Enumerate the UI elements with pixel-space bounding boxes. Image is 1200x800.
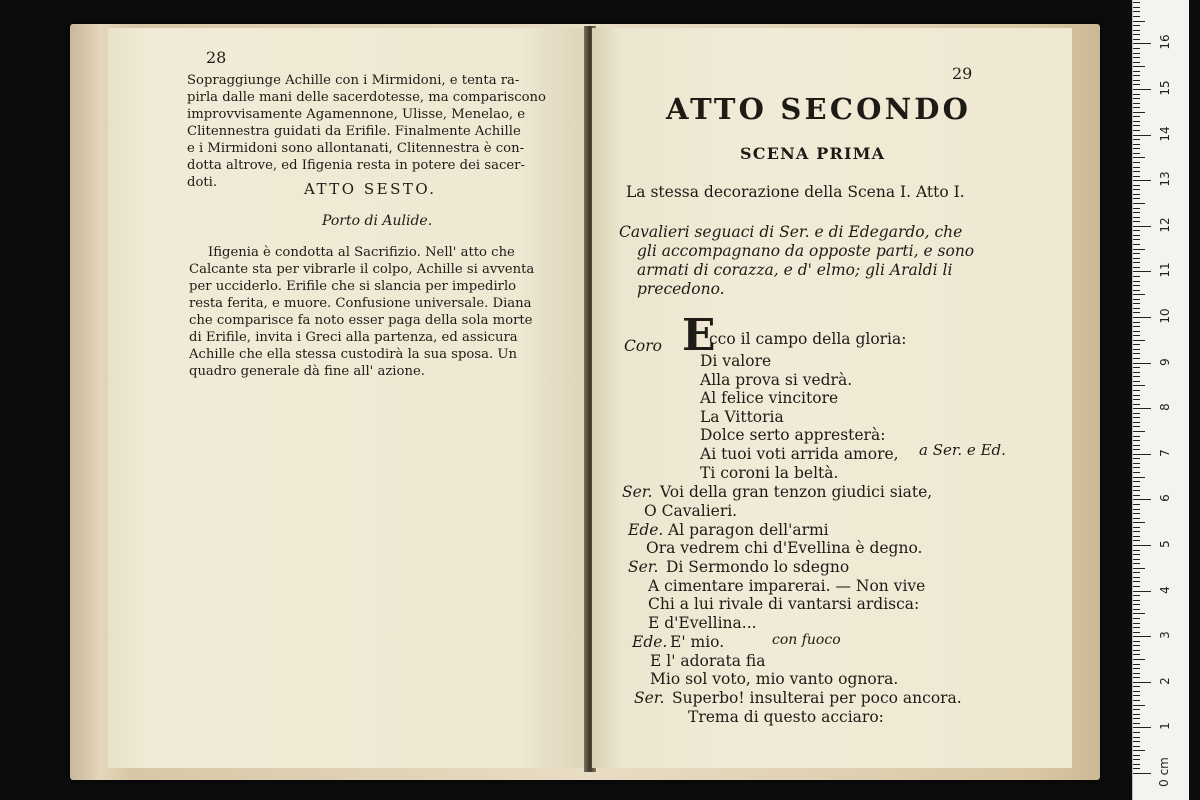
dialogue-line: E l' adorata fia <box>650 652 766 670</box>
ruler-tick <box>1133 422 1140 423</box>
ruler-label: 4 <box>1158 586 1172 594</box>
ruler-tick <box>1133 103 1140 104</box>
ruler-tick <box>1133 349 1140 350</box>
ruler-tick <box>1133 112 1145 113</box>
ruler-tick <box>1133 577 1140 578</box>
ruler-tick <box>1133 404 1140 405</box>
ruler-tick <box>1133 536 1140 537</box>
ruler-label: 0 cm <box>1157 757 1171 787</box>
ruler-tick <box>1133 326 1140 327</box>
ruler-tick <box>1133 203 1145 204</box>
ruler-tick <box>1133 513 1140 514</box>
dialogue-line: Di Sermondo lo sdegno <box>666 558 850 576</box>
right-act-title: ATTO SECONDO <box>666 92 972 126</box>
ruler-tick <box>1133 317 1151 318</box>
ruler-tick <box>1133 413 1140 414</box>
ruler-tick <box>1133 208 1140 209</box>
ruler-tick <box>1133 737 1140 738</box>
ruler-tick <box>1133 53 1140 54</box>
ruler-tick <box>1133 714 1140 715</box>
ruler-tick <box>1133 194 1140 195</box>
ruler-tick <box>1133 162 1140 163</box>
ruler-label: 9 <box>1158 358 1172 366</box>
ruler-tick <box>1133 353 1140 354</box>
ruler-tick <box>1133 98 1140 99</box>
ruler-tick <box>1133 372 1140 373</box>
ruler-tick <box>1133 30 1140 31</box>
ruler-label: 11 <box>1158 262 1172 278</box>
ruler-tick <box>1133 399 1140 400</box>
ruler-tick <box>1133 62 1140 63</box>
ruler-tick <box>1133 691 1140 692</box>
verse-line: Al felice vincitore <box>700 389 839 407</box>
right-page-number: 29 <box>952 64 973 83</box>
ruler-tick <box>1133 604 1140 605</box>
left-page-number: 28 <box>206 48 227 67</box>
intro-line: Sopraggiunge Achille con i Mirmidoni, e tenta ra- <box>187 73 520 88</box>
ruler-tick <box>1133 522 1145 523</box>
ruler-tick <box>1133 395 1140 396</box>
ruler-tick <box>1133 645 1140 646</box>
ruler-tick <box>1133 759 1140 760</box>
speaker-label: Ser. <box>634 689 665 707</box>
ruler-tick <box>1133 7 1140 8</box>
ruler-tick <box>1133 509 1140 510</box>
ruler-tick <box>1133 659 1145 660</box>
ruler-tick <box>1133 322 1140 323</box>
drop-cap: E <box>682 310 716 361</box>
body-line: resta ferita, e muore. Confusione universale. Diana <box>189 296 532 311</box>
ruler-tick <box>1133 217 1140 218</box>
ruler-tick <box>1133 230 1140 231</box>
ruler-tick <box>1133 157 1145 158</box>
ruler-tick <box>1133 16 1140 17</box>
ruler-tick <box>1133 654 1140 655</box>
ruler-tick <box>1133 527 1140 528</box>
ruler-label: 8 <box>1158 403 1172 411</box>
dialogue-line: Mio sol voto, mio vanto ognora. <box>650 670 899 688</box>
ruler-tick <box>1133 189 1140 190</box>
ruler-tick <box>1133 545 1151 546</box>
body-line: per ucciderlo. Erifile che si slancia per impedirlo <box>189 279 517 294</box>
ruler-tick <box>1133 367 1140 368</box>
ruler-tick <box>1133 312 1140 313</box>
ruler-tick <box>1133 568 1145 569</box>
ruler-tick <box>1133 335 1140 336</box>
ruler-tick <box>1133 477 1145 478</box>
ruler-tick <box>1133 94 1140 95</box>
ruler-tick <box>1133 171 1140 172</box>
ruler-tick <box>1133 253 1140 254</box>
ruler-tick <box>1133 57 1140 58</box>
ruler-tick <box>1133 436 1140 437</box>
ruler-tick <box>1133 80 1140 81</box>
ruler-tick <box>1133 472 1140 473</box>
ruler-tick <box>1133 586 1140 587</box>
ruler-tick <box>1133 632 1140 633</box>
ruler-tick <box>1133 116 1140 117</box>
ruler-tick <box>1133 267 1140 268</box>
intro-line: improvvisamente Agamennone, Ulisse, Menelao, e <box>187 107 526 122</box>
ruler-tick <box>1133 449 1140 450</box>
dialogue-line: Voi della gran tenzon giudici siate, <box>660 483 933 501</box>
stage-direction-line: precedono. <box>637 280 725 298</box>
verse-line: cco il campo della gloria: <box>709 330 907 348</box>
ruler-tick <box>1133 239 1140 240</box>
body-line: Calcante sta per vibrarle il colpo, Achille si avventa <box>189 262 535 277</box>
ruler-tick <box>1133 458 1140 459</box>
stage-direction-line: armati di corazza, e d' elmo; gli Araldi li <box>637 261 953 279</box>
ruler-tick <box>1133 139 1140 140</box>
ruler-tick <box>1133 176 1140 177</box>
ruler-tick <box>1133 623 1140 624</box>
dialogue-line: Chi a lui rivale di vantarsi ardisca: <box>648 595 920 613</box>
verse-line: Di valore <box>700 352 772 370</box>
ruler-tick <box>1133 385 1145 386</box>
ruler-tick <box>1133 600 1140 601</box>
ruler-tick <box>1133 107 1140 108</box>
ruler-tick <box>1133 618 1140 619</box>
verse-line: Ti coroni la beltà. <box>700 464 839 482</box>
ruler-tick <box>1133 495 1140 496</box>
ruler-tick <box>1133 440 1140 441</box>
ruler-tick <box>1133 718 1140 719</box>
ruler-tick <box>1133 11 1140 12</box>
speaker-label: Ser. <box>622 483 653 501</box>
ruler-label: 1 <box>1158 722 1172 730</box>
ruler-tick <box>1133 299 1140 300</box>
ruler-tick <box>1133 130 1140 131</box>
left-page <box>108 28 588 768</box>
intro-line: dotta altrove, ed Ifigenia resta in potere dei sacer- <box>187 158 525 173</box>
ruler-tick <box>1133 144 1140 145</box>
ruler-label: 12 <box>1158 217 1172 233</box>
aside-direction: a Ser. e Ed. <box>919 441 1006 459</box>
ruler-label: 2 <box>1158 677 1172 685</box>
ruler-tick <box>1133 454 1151 455</box>
measurement-ruler <box>1132 0 1189 800</box>
ruler-tick <box>1133 463 1140 464</box>
stage-direction-inline: con fuoco <box>772 632 841 648</box>
ruler-label: 14 <box>1158 126 1172 142</box>
ruler-tick <box>1133 559 1140 560</box>
ruler-tick <box>1133 664 1140 665</box>
ruler-tick <box>1133 43 1151 44</box>
ruler-tick <box>1133 746 1140 747</box>
ruler-label: 6 <box>1158 494 1172 502</box>
ruler-tick <box>1133 185 1140 186</box>
ruler-tick <box>1133 25 1140 26</box>
ruler-tick <box>1133 481 1140 482</box>
ruler-tick <box>1133 486 1140 487</box>
ruler-tick <box>1133 499 1151 500</box>
ruler-tick <box>1133 727 1151 728</box>
ruler-tick <box>1133 705 1145 706</box>
ruler-tick <box>1133 609 1140 610</box>
ruler-tick <box>1133 381 1140 382</box>
left-act-title: ATTO SESTO. <box>304 180 437 198</box>
ruler-tick <box>1133 550 1140 551</box>
ruler-tick <box>1133 235 1140 236</box>
ruler-tick <box>1133 591 1151 592</box>
ruler-tick <box>1133 198 1140 199</box>
ruler-tick <box>1133 408 1151 409</box>
ruler-tick <box>1133 331 1140 332</box>
ruler-tick <box>1133 581 1140 582</box>
verse-line: Ai tuoi voti arrida amore, <box>700 445 899 463</box>
ruler-tick <box>1133 764 1140 765</box>
ruler-tick <box>1133 700 1140 701</box>
ruler-tick <box>1133 773 1151 774</box>
dialogue-line: E d'Evellina... <box>648 614 757 632</box>
ruler-tick <box>1133 48 1140 49</box>
ruler-tick <box>1133 467 1140 468</box>
ruler-tick <box>1133 121 1140 122</box>
dialogue-line: Ora vedrem chi d'Evellina è degno. <box>646 539 923 557</box>
ruler-label: 10 <box>1158 308 1172 324</box>
ruler-tick <box>1133 180 1151 181</box>
ruler-tick <box>1133 673 1140 674</box>
ruler-tick <box>1133 723 1140 724</box>
ruler-tick <box>1133 84 1140 85</box>
ruler-tick <box>1133 709 1140 710</box>
ruler-label: 5 <box>1158 540 1172 548</box>
body-line: quadro generale dà fine all' azione. <box>189 364 425 379</box>
ruler-tick <box>1133 262 1140 263</box>
dialogue-line: E' mio. <box>670 633 725 651</box>
ruler-tick <box>1133 340 1145 341</box>
ruler-tick <box>1133 572 1140 573</box>
ruler-tick <box>1133 75 1140 76</box>
ruler-tick <box>1133 290 1140 291</box>
ruler-tick <box>1133 363 1151 364</box>
ruler-tick <box>1133 258 1140 259</box>
ruler-tick <box>1133 750 1145 751</box>
dialogue-line: Al paragon dell'armi <box>668 521 829 539</box>
speaker-label: Ede. <box>628 521 664 539</box>
ruler-tick <box>1133 417 1140 418</box>
ruler-tick <box>1133 613 1145 614</box>
ruler-label: 16 <box>1158 34 1172 50</box>
ruler-tick <box>1133 376 1140 377</box>
intro-line: pirla dalle mani delle sacerdotesse, ma compariscono <box>187 90 546 105</box>
intro-line: doti. <box>187 175 218 190</box>
ruler-tick <box>1133 695 1140 696</box>
body-line: Achille che ella stessa custodirà la sua sposa. Un <box>189 347 517 362</box>
speaker-label: Ser. <box>628 558 659 576</box>
ruler-tick <box>1133 212 1140 213</box>
ruler-label: 7 <box>1158 449 1172 457</box>
ruler-tick <box>1133 682 1151 683</box>
ruler-tick <box>1133 285 1140 286</box>
ruler-tick <box>1133 641 1140 642</box>
ruler-label: 15 <box>1158 80 1172 96</box>
intro-line: Clitennestra guidati da Erifile. Finalmente Achille <box>187 124 521 139</box>
ruler-tick <box>1133 308 1140 309</box>
ruler-tick <box>1133 563 1140 564</box>
ruler-tick <box>1133 490 1140 491</box>
dialogue-line: O Cavalieri. <box>644 502 738 520</box>
ruler-tick <box>1133 153 1140 154</box>
ruler-tick <box>1133 431 1145 432</box>
right-page <box>592 28 1072 768</box>
stage-direction-line: gli accompagnano da opposte parti, e sono <box>637 242 975 260</box>
ruler-tick <box>1133 426 1140 427</box>
ruler-tick <box>1133 281 1140 282</box>
ruler-tick <box>1133 650 1140 651</box>
ruler-label: 13 <box>1158 171 1172 187</box>
ruler-tick <box>1133 627 1140 628</box>
scene-title: SCENA PRIMA <box>740 144 886 163</box>
ruler-tick <box>1133 135 1151 136</box>
ruler-tick <box>1133 445 1140 446</box>
ruler-label: 3 <box>1158 631 1172 639</box>
ruler-tick <box>1133 686 1140 687</box>
ruler-tick <box>1133 271 1151 272</box>
ruler-tick <box>1133 677 1140 678</box>
verse-line: Dolce serto appresterà: <box>700 426 886 444</box>
ruler-tick <box>1133 34 1140 35</box>
dialogue-line: Superbo! insulterai per poco ancora. <box>672 689 962 707</box>
ruler-tick <box>1133 668 1140 669</box>
speaker-label: Coro <box>624 337 662 355</box>
intro-line: e i Mirmidoni sono allontanati, Clitennestra è con- <box>187 141 525 156</box>
body-line: Ifigenia è condotta al Sacrifizio. Nell' atto che <box>208 245 515 260</box>
scene-note: La stessa decorazione della Scena I. Atto I. <box>626 183 965 201</box>
body-line: di Erifile, invita i Greci alla partenza, ed assicura <box>189 330 518 345</box>
ruler-tick <box>1133 303 1140 304</box>
ruler-tick <box>1133 358 1140 359</box>
ruler-tick <box>1133 768 1140 769</box>
ruler-tick <box>1133 71 1140 72</box>
ruler-tick <box>1133 39 1140 40</box>
verse-line: Alla prova si vedrà. <box>700 371 853 389</box>
left-setting: Porto di Aulide. <box>322 213 433 229</box>
ruler-tick <box>1133 390 1140 391</box>
ruler-tick <box>1133 221 1140 222</box>
body-line: che comparisce fa noto esser paga della sola morte <box>189 313 533 328</box>
ruler-tick <box>1133 89 1151 90</box>
ruler-tick <box>1133 148 1140 149</box>
ruler-tick <box>1133 595 1140 596</box>
stage-direction-line: Cavalieri seguaci di Ser. e di Edegardo, che <box>619 223 963 241</box>
ruler-tick <box>1133 732 1140 733</box>
verse-line: La Vittoria <box>700 408 784 426</box>
ruler-tick <box>1133 226 1151 227</box>
ruler-tick <box>1133 294 1145 295</box>
ruler-tick <box>1133 636 1151 637</box>
ruler-tick <box>1133 249 1145 250</box>
dialogue-line: A cimentare imparerai. — Non vive <box>648 577 926 595</box>
ruler-tick <box>1133 21 1145 22</box>
ruler-tick <box>1133 518 1140 519</box>
ruler-tick <box>1133 167 1140 168</box>
dialogue-line: Trema di questo acciaro: <box>688 708 884 726</box>
ruler-tick <box>1133 741 1140 742</box>
ruler-tick <box>1133 531 1140 532</box>
ruler-tick <box>1133 504 1140 505</box>
ruler-tick <box>1133 244 1140 245</box>
speaker-label: Ede. <box>632 633 668 651</box>
ruler-tick <box>1133 344 1140 345</box>
ruler-tick <box>1133 2 1140 3</box>
ruler-tick <box>1133 554 1140 555</box>
ruler-tick <box>1133 276 1140 277</box>
ruler-tick <box>1133 755 1140 756</box>
ruler-tick <box>1133 540 1140 541</box>
ruler-tick <box>1133 125 1140 126</box>
ruler-tick <box>1133 66 1145 67</box>
